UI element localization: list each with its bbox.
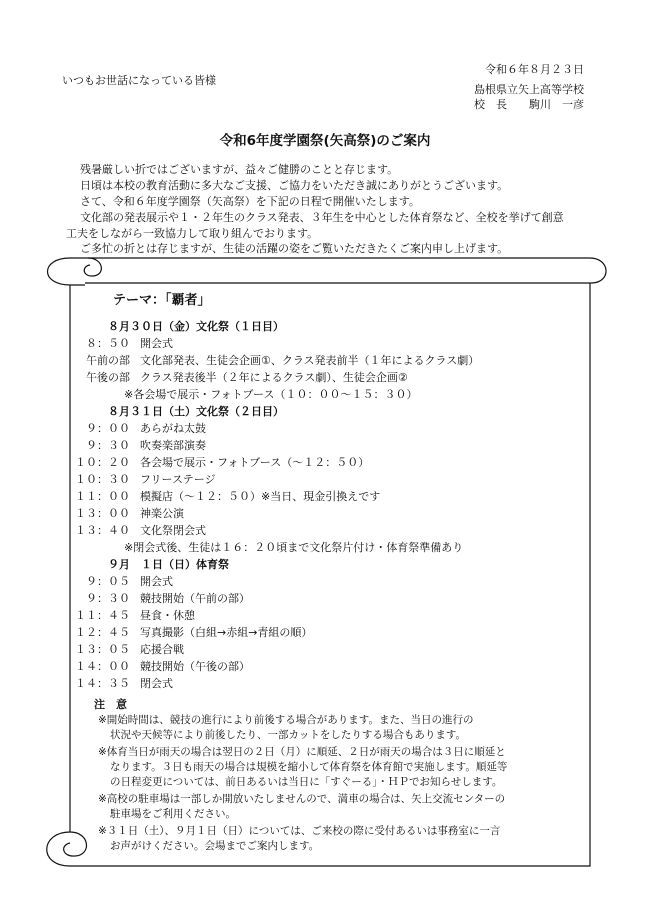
note-line: お声がけください。会場までご案内します。 <box>110 840 320 852</box>
schedule-row <box>72 506 184 521</box>
intro-line: さて、令和６年度学園祭（矢高祭）を下記の日程で開催いたします。 <box>80 195 420 208</box>
schedule-time: ９：０５ <box>86 575 130 588</box>
note-line: 駐車場をご利用ください。 <box>110 808 236 820</box>
note-line: ※体育当日が雨天の場合は翌日の２日（月）に順延、２日が雨天の場合は３日に順延と <box>98 746 506 758</box>
schedule-text: 競技開始（午後の部） <box>140 660 250 673</box>
recipient: いつもお世話になっている皆様 <box>62 74 216 87</box>
schedule-time: ９：３０ <box>86 592 130 605</box>
schedule-text: 競技開始（午前の部） <box>140 592 250 605</box>
schedule-row <box>72 489 380 504</box>
schedule-text: あらがね太鼓 <box>140 422 206 435</box>
school-name: 島根県立矢上高等学校 <box>474 83 584 96</box>
day2-heading: ８月３１日（土）文化祭（２日目） <box>108 405 284 418</box>
intro-line: ご多忙の折とは存じますが、生徒の活躍の姿をご覧いただきたくご案内申し上げます。 <box>80 242 509 255</box>
note-line: 状況や天候等により前後したり、一部カットをしたりする場合もあります。 <box>110 729 467 741</box>
schedule-text: クラス発表後半（２年によるクラス劇）、生徒会企画② <box>140 371 408 384</box>
intro-line: 文化部の発表展示や１・２年生のクラス発表、３年生を中心とした体育祭など、全校を挙げて創意 <box>80 211 564 224</box>
day1-heading: ８月３０日（金）文化祭（１日目） <box>108 320 284 333</box>
schedule-row <box>72 574 173 589</box>
schedule-time: １３：００ <box>75 507 130 520</box>
schedule-time: ９：００ <box>86 422 130 435</box>
schedule-time: １１：００ <box>75 490 130 503</box>
principal: 校 長 駒川 一彦 <box>474 98 584 111</box>
schedule-time: １３：０５ <box>75 643 130 656</box>
notes-heading: 注 意 <box>94 698 127 711</box>
schedule-row <box>72 608 195 623</box>
schedule-text: 吹奏楽部演奏 <box>140 439 206 452</box>
schedule-text: 文化部発表、生徒会企画①、クラス発表前半（１年によるクラス劇） <box>140 354 480 367</box>
schedule-row <box>72 438 206 453</box>
schedule-time: １４：００ <box>75 660 130 673</box>
schedule-row <box>72 336 173 351</box>
schedule-time: １４：３５ <box>75 677 130 690</box>
schedule-text: 文化祭閉会式 <box>140 524 206 537</box>
schedule-text: 応援合戦 <box>140 643 184 656</box>
schedule-time: 午前の部 <box>86 354 130 367</box>
intro-line: 日頃は本校の教育活動に多大なご支援、ご協力をいただき誠にありがとうございます。 <box>80 179 509 192</box>
schedule-time: １０：２０ <box>75 456 130 469</box>
schedule-time: １１：４５ <box>75 609 130 622</box>
schedule-row <box>72 523 206 538</box>
schedule-time: ８：５０ <box>86 337 130 350</box>
theme: テーマ：「覇者」 <box>113 293 211 308</box>
schedule-text: 閉会式 <box>140 677 173 690</box>
note-line: ※開始時間は、競技の進行により前後する場合があります。また、当日の進行の <box>98 714 474 726</box>
note-line: の日程変更については、前日あるいは当日に「すぐーる」・ＨＰでお知らせします。 <box>110 776 503 788</box>
schedule-row <box>72 591 250 606</box>
note-line: なります。３日も雨天の場合は規模を縮小して体育祭を体育館で実施します。順延等 <box>110 761 508 773</box>
note-line: ※高校の駐車場は一部しか開放いたしませんので、満車の場合は、矢上交流センターの <box>98 793 506 805</box>
schedule-text: 昼食・休憩 <box>140 609 195 622</box>
schedule-time: １３：４０ <box>75 524 130 537</box>
schedule-time: ９：３０ <box>86 439 130 452</box>
schedule-row <box>72 370 408 385</box>
schedule-row <box>72 625 312 640</box>
schedule-time: 午後の部 <box>86 371 130 384</box>
schedule-time: １０：３０ <box>75 473 130 486</box>
page-title: 令和6年度学園祭(矢高祭)のご案内 <box>219 133 431 149</box>
schedule-row <box>72 421 206 436</box>
schedule-row <box>72 642 184 657</box>
schedule-text: 各会場で展示・フォトブース（～１２：５０） <box>140 456 370 469</box>
intro-line: 工夫をしながら一致協力して取り組んでおります。 <box>66 227 319 240</box>
schedule-text: 模擬店（～１２：５０）※当日、現金引換えです <box>140 490 381 503</box>
note-line: ※３１日（土）、９月１日（日）については、ご来校の際に受付あるいは事務室に一言 <box>98 825 501 837</box>
schedule-row <box>72 353 479 368</box>
schedule-text: 写真撮影（白組→赤組→青組の順） <box>140 626 313 639</box>
schedule-note: ※閉会式後、生徒は１６：２０頃まで文化祭片付け・体育祭準備あり <box>124 541 464 554</box>
schedule-row <box>72 676 173 691</box>
schedule-row <box>72 472 216 487</box>
schedule-row <box>72 455 369 470</box>
schedule-time: １２：４５ <box>75 626 130 639</box>
schedule-note: ※各会場で展示・フォトブース（１０：００～１５：３０） <box>124 388 418 401</box>
schedule-text: 神楽公演 <box>140 507 184 520</box>
schedule-text: 開会式 <box>140 337 173 350</box>
schedule-text: 開会式 <box>140 575 173 588</box>
intro-line: 残暑厳しい折ではございますが、益々ご健勝のことと存じます。 <box>80 163 399 176</box>
schedule-row <box>72 659 250 674</box>
date: 令和６年８月２３日 <box>485 63 584 76</box>
schedule-text: フリーステージ <box>140 473 216 486</box>
day3-heading: ９月 １日（日）体育祭 <box>108 558 229 571</box>
